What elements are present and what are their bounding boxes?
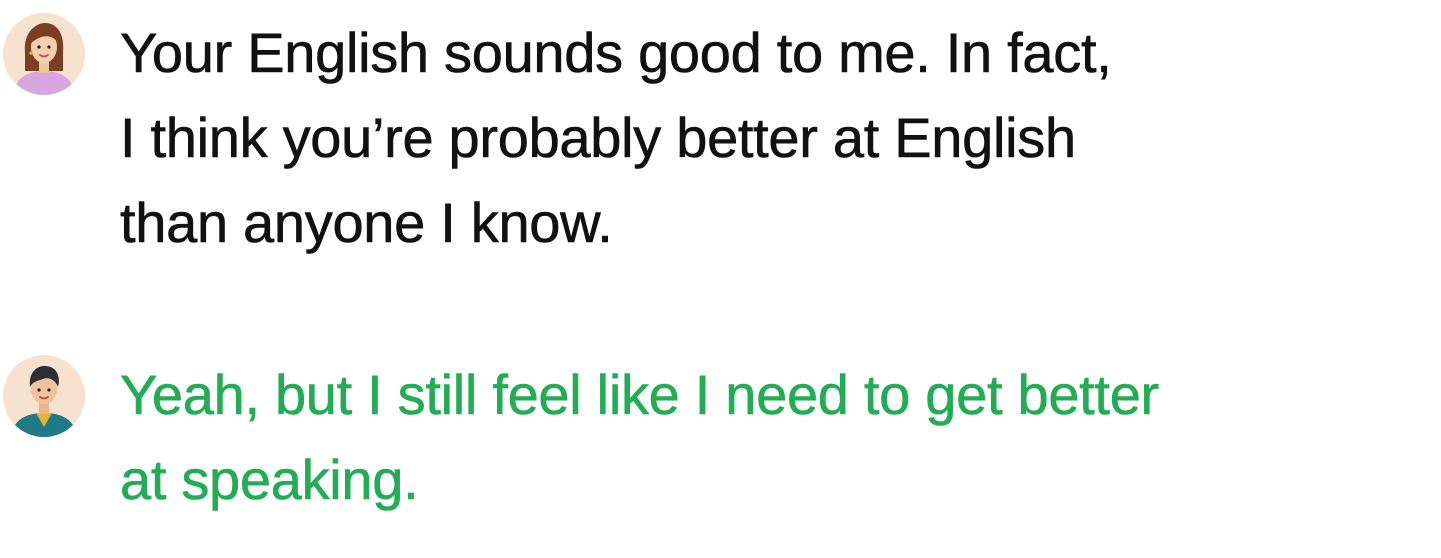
- message-text: [120, 352, 1420, 522]
- woman-avatar-icon: [3, 13, 85, 95]
- message-line: Yeah, but I still feel like I need to get better: [120, 363, 1159, 426]
- message-line: Your English sounds good to me. In fact,: [120, 21, 1112, 84]
- message-text: [120, 10, 1420, 265]
- man-avatar-icon: [3, 355, 85, 437]
- message-line: than anyone I know.: [120, 191, 613, 254]
- message-line: at speaking.: [120, 448, 419, 511]
- message-line: I think you’re probably better at English: [120, 106, 1076, 169]
